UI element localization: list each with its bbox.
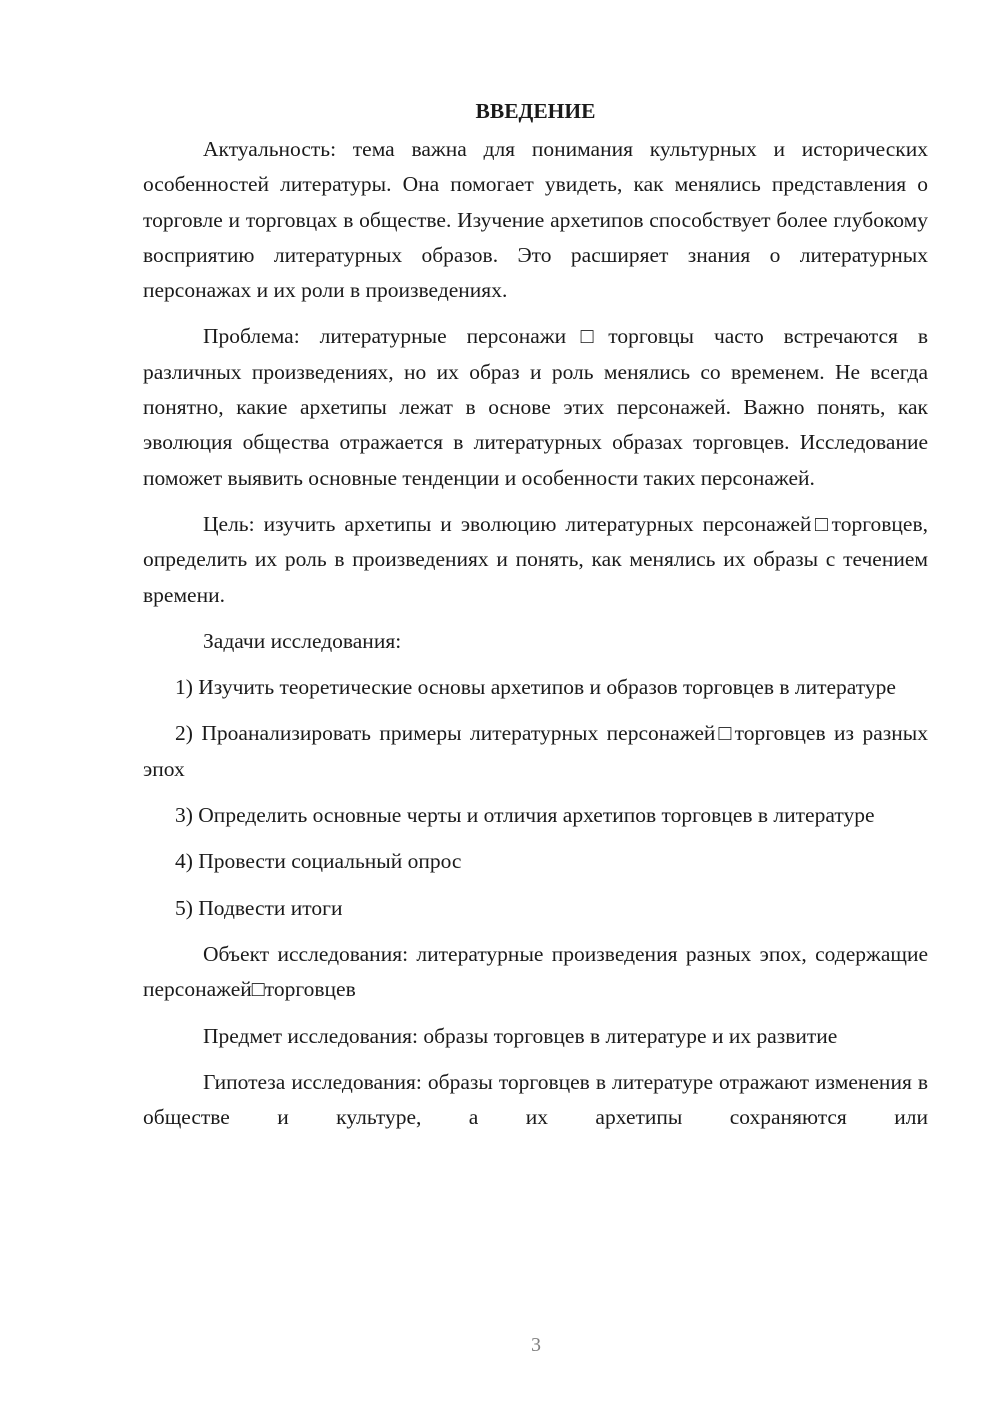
hypothesis-paragraph: Гипотеза исследования: образы торговцев в литературе отражают изменения в обществе и культуре, а их архетипы сохраняются или [143, 1069, 928, 1130]
task-item-1: 1) Изучить теоретические основы архетипов и образов торговцев в литературе [175, 675, 896, 700]
page-content [143, 96, 928, 1135]
task-item-2: 2) Проанализировать примеры литературных персонажей□торговцев из разных эпох [143, 721, 928, 781]
task-item-4: 4) Провести социальный опрос [175, 849, 462, 874]
relevance-paragraph: Актуальность: тема важна для понимания культурных и исторических особенностей литературы. Она помогает увидеть, как менялись представления о торговле и торговцах в обществе. Изучение архетипов способствует более глубокому восприятию литературных образов. Это расширяет знания о литературных персонажах и их роли в произведениях. [143, 137, 928, 303]
page-number: 3 [531, 1334, 541, 1356]
object-paragraph: Объект исследования: литературные произведения разных эпох, содержащие персонажей□торговцев [143, 941, 928, 1002]
task-item-3: 3) Определить основные черты и отличия архетипов торговцев в литературе [175, 803, 875, 828]
goal-paragraph: Цель: изучить архетипы и эволюцию литературных персонажей□торговцев, определить их роль в произведениях и понять, как менялись их образы с течением времени. [143, 511, 928, 607]
task-item-5: 5) Подвести итоги [175, 895, 343, 920]
problem-paragraph: Проблема: литературные персонажи□торговцы часто встречаются в различных произведениях, но их образ и роль менялись со временем. Не всегда понятно, какие архетипы лежат в основе этих персонажей. Важно понять, как эволюция общества отражается в литературных образах торговцев. Исследование поможет выявить основные тенденции и особенности таких персонажей. [143, 324, 928, 490]
subject-paragraph: Предмет исследования: образы торговцев в литературе и их развитие [203, 1023, 838, 1048]
tasks-heading: Задачи исследования: [203, 628, 402, 653]
section-title: ВВЕДЕНИЕ [475, 99, 596, 123]
